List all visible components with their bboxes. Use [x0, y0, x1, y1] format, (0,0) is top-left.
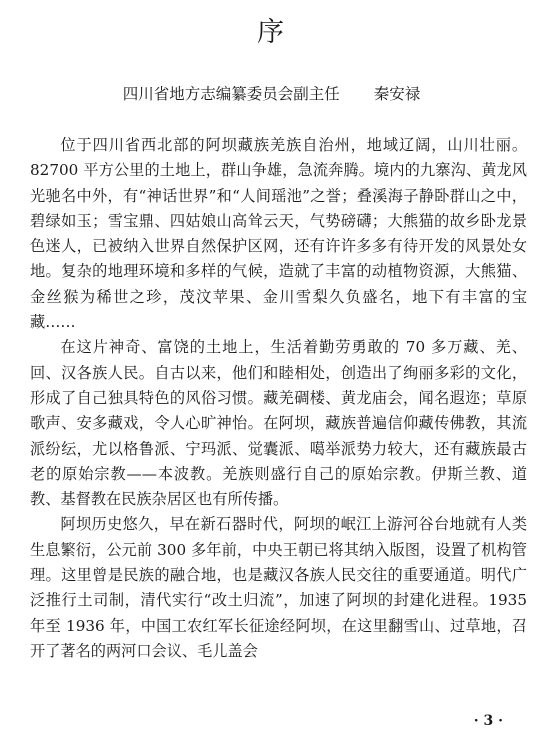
author-name: 秦安禄	[373, 85, 421, 103]
author-position: 四川省地方志编纂委员会副主任	[122, 85, 340, 103]
paragraph-2: 在这片神奇、富饶的土地上，生活着勤劳勇敢的 70 多万藏、羌、回、汉各族人民。自古以来，他们和睦相处，创造出了绚丽多彩的文化，形成了自己独具特色的风俗习惯。藏羌碉楼、黄龙庙会，闻名遐迩；草原歌声、安多藏戏，令人心旷神怡。在阿坝，藏族普遍信仰藏传佛教，其流派纷纭，尤以格鲁派、宁玛派、觉囊派、噶举派势力较大，还有藏族最古老的原始宗教——本波教。羌族则盛行自己的原始宗教。伊斯兰教、道教、基督教在民族杂居区也有所传播。	[30, 338, 527, 509]
paragraph-1: 位于四川省西北部的阿坝藏族羌族自治州，地域辽阔，山川壮丽。82700 平方公里的土地上，群山争雄，急流奔腾。境内的九寨沟、黄龙风光驰名中外，有“神话世界”和“人间瑶池”之誉；叠溪海子静卧群山之中，碧绿如玉；雪宝鼎、四姑娘山高耸云天，气势磅礴；大熊猫的故乡卧龙景色迷人，已被纳入世界自然保护区网，还有许许多多有待开发的风景处女地。复杂的地理环境和多样的气候，造就了丰富的动植物资源，大熊猫、金丝猴为稀世之珍，茂汶苹果、金川雪梨久负盛名，地下有丰富的宝藏……	[30, 136, 527, 332]
byline	[0, 82, 543, 104]
page-number: · 3 ·	[473, 713, 503, 729]
paragraph-3: 阿坝历史悠久，早在新石器时代，阿坝的岷江上游河谷台地就有人类生息繁衍，公元前 300 多年前，中央王朝已将其纳入版图，设置了机构管理。这里曾是民族的融合地，也是藏汉各族人民交往的重要通道。明代广泛推行土司制，清代实行“改土归流”，加速了阿坝的封建化进程。1935 年至 1936 年，中国工农红军长征途经阿坝，在这里翻雪山、过草地，召开了著名的两河口会议、毛儿盖会	[30, 515, 527, 660]
page-title: 序	[257, 17, 286, 48]
body-text	[30, 133, 527, 664]
